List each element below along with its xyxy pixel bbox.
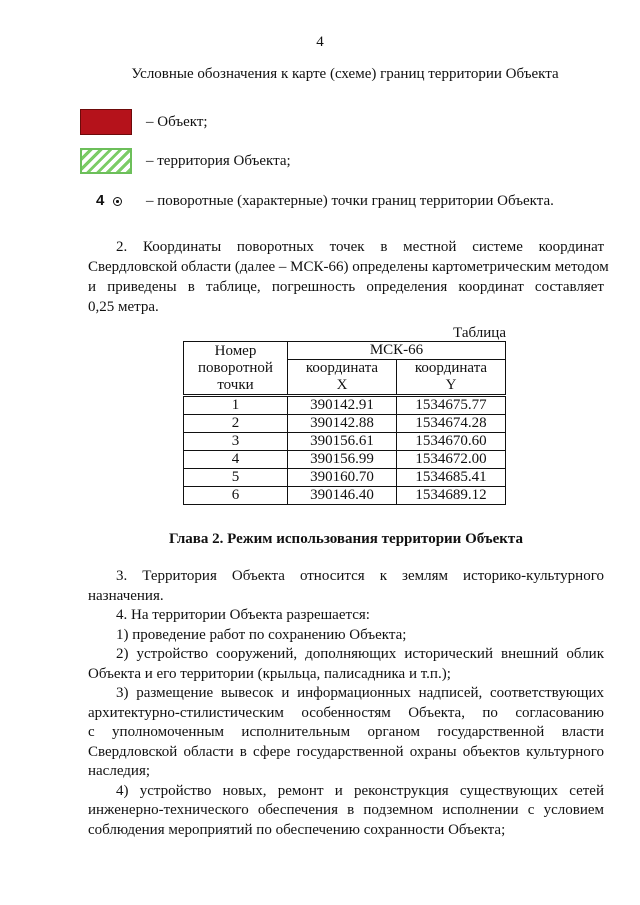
cell-point: 3	[184, 433, 288, 451]
cell-x: 390142.91	[288, 396, 397, 415]
text-line: 2. Координаты поворотных точек в местной системе координат	[116, 239, 604, 255]
cell-x: 390156.61	[288, 433, 397, 451]
header-text: координата	[414, 360, 488, 376]
table-row	[184, 469, 506, 487]
text-line: 3. Территория Объекта относится к землям историко-культурного	[116, 568, 604, 584]
text-line: 0,25 метра.	[88, 299, 159, 315]
cell-point: 4	[184, 451, 288, 469]
header-text: Номер	[214, 342, 257, 359]
cell-y: 1534685.41	[397, 469, 506, 487]
cell-x: 390146.40	[288, 487, 397, 505]
cell-y: 1534672.00	[397, 451, 506, 469]
table-row	[184, 433, 506, 451]
header-point-number	[184, 342, 288, 396]
cell-x: 390160.70	[288, 469, 397, 487]
text-line: архитектурно-стилистическим особенностям Объекта, по согласованию	[88, 704, 604, 721]
chapter-body	[88, 567, 604, 840]
table-caption: Таблица	[453, 325, 506, 341]
cell-point: 1	[184, 396, 288, 415]
text-line: Объекта и его территории (крыльца, палисадника и т.п.);	[88, 665, 451, 682]
cell-point: 5	[184, 469, 288, 487]
point-circle-icon	[113, 197, 122, 206]
table-row	[184, 487, 506, 505]
legend-item-label: – Объект;	[146, 114, 208, 130]
header-text: поворотной	[198, 359, 273, 376]
cell-y: 1534675.77	[397, 396, 506, 415]
text-line: 1) проведение работ по сохранению Объекта;	[116, 626, 407, 643]
chapter-title: Глава 2. Режим использования территории Объекта	[169, 531, 523, 547]
text-line: 2) устройство сооружений, дополняющих исторический внешний облик	[116, 646, 604, 662]
territory-swatch	[80, 148, 132, 174]
table-row	[184, 451, 506, 469]
text-line: с уполномоченным исполнительным органом государственной власти	[88, 724, 604, 740]
header-coord-y	[397, 360, 506, 396]
point-number-marker: 4	[96, 192, 105, 209]
coordinates-table	[183, 341, 506, 505]
header-text: X	[336, 377, 348, 393]
text-line: 3) размещение вывесок и информационных надписей, соответствующих	[116, 685, 604, 701]
cell-y: 1534674.28	[397, 415, 506, 433]
page-number: 4	[316, 34, 324, 50]
header-group-msk: МСК-66	[288, 342, 506, 360]
legend-title: Условные обозначения к карте (схеме) границ территории Объекта	[131, 66, 559, 82]
text-line: наследия;	[88, 763, 151, 779]
header-coord-x	[288, 360, 397, 396]
cell-y: 1534689.12	[397, 487, 506, 505]
text-line: Свердловской области в сфере государственной охраны объектов культурного	[88, 743, 604, 760]
cell-x: 390142.88	[288, 415, 397, 433]
paragraph-2	[88, 237, 609, 317]
text-line: Свердловской области (далее – МСК-66) определены картометрическим методом	[88, 259, 609, 275]
cell-x: 390156.99	[288, 451, 397, 469]
text-line: инженерно-технического обеспечения в подземном исполнении с условием	[88, 802, 604, 818]
text-line: 4) устройство новых, ремонт и реконструкция существующих сетей	[116, 782, 604, 799]
cell-point: 6	[184, 487, 288, 505]
legend-item-label: – территория Объекта;	[146, 153, 291, 169]
text-line: назначения.	[88, 587, 164, 604]
text-line: 4. На территории Объекта разрешается:	[116, 607, 370, 623]
header-text: Y	[445, 377, 457, 393]
header-text: точки	[217, 376, 254, 393]
table-row	[184, 396, 506, 415]
header-text: координата	[305, 360, 379, 376]
cell-point: 2	[184, 415, 288, 433]
text-line: и приведены в таблице, погрешность определения координат составляет	[88, 279, 604, 295]
object-swatch	[80, 109, 132, 135]
legend-item-label: – поворотные (характерные) точки границ территории Объекта.	[146, 193, 554, 209]
text-line: соблюдения мероприятий по обеспечению сохранности Объекта;	[88, 821, 506, 838]
cell-y: 1534670.60	[397, 433, 506, 451]
table-row	[184, 415, 506, 433]
